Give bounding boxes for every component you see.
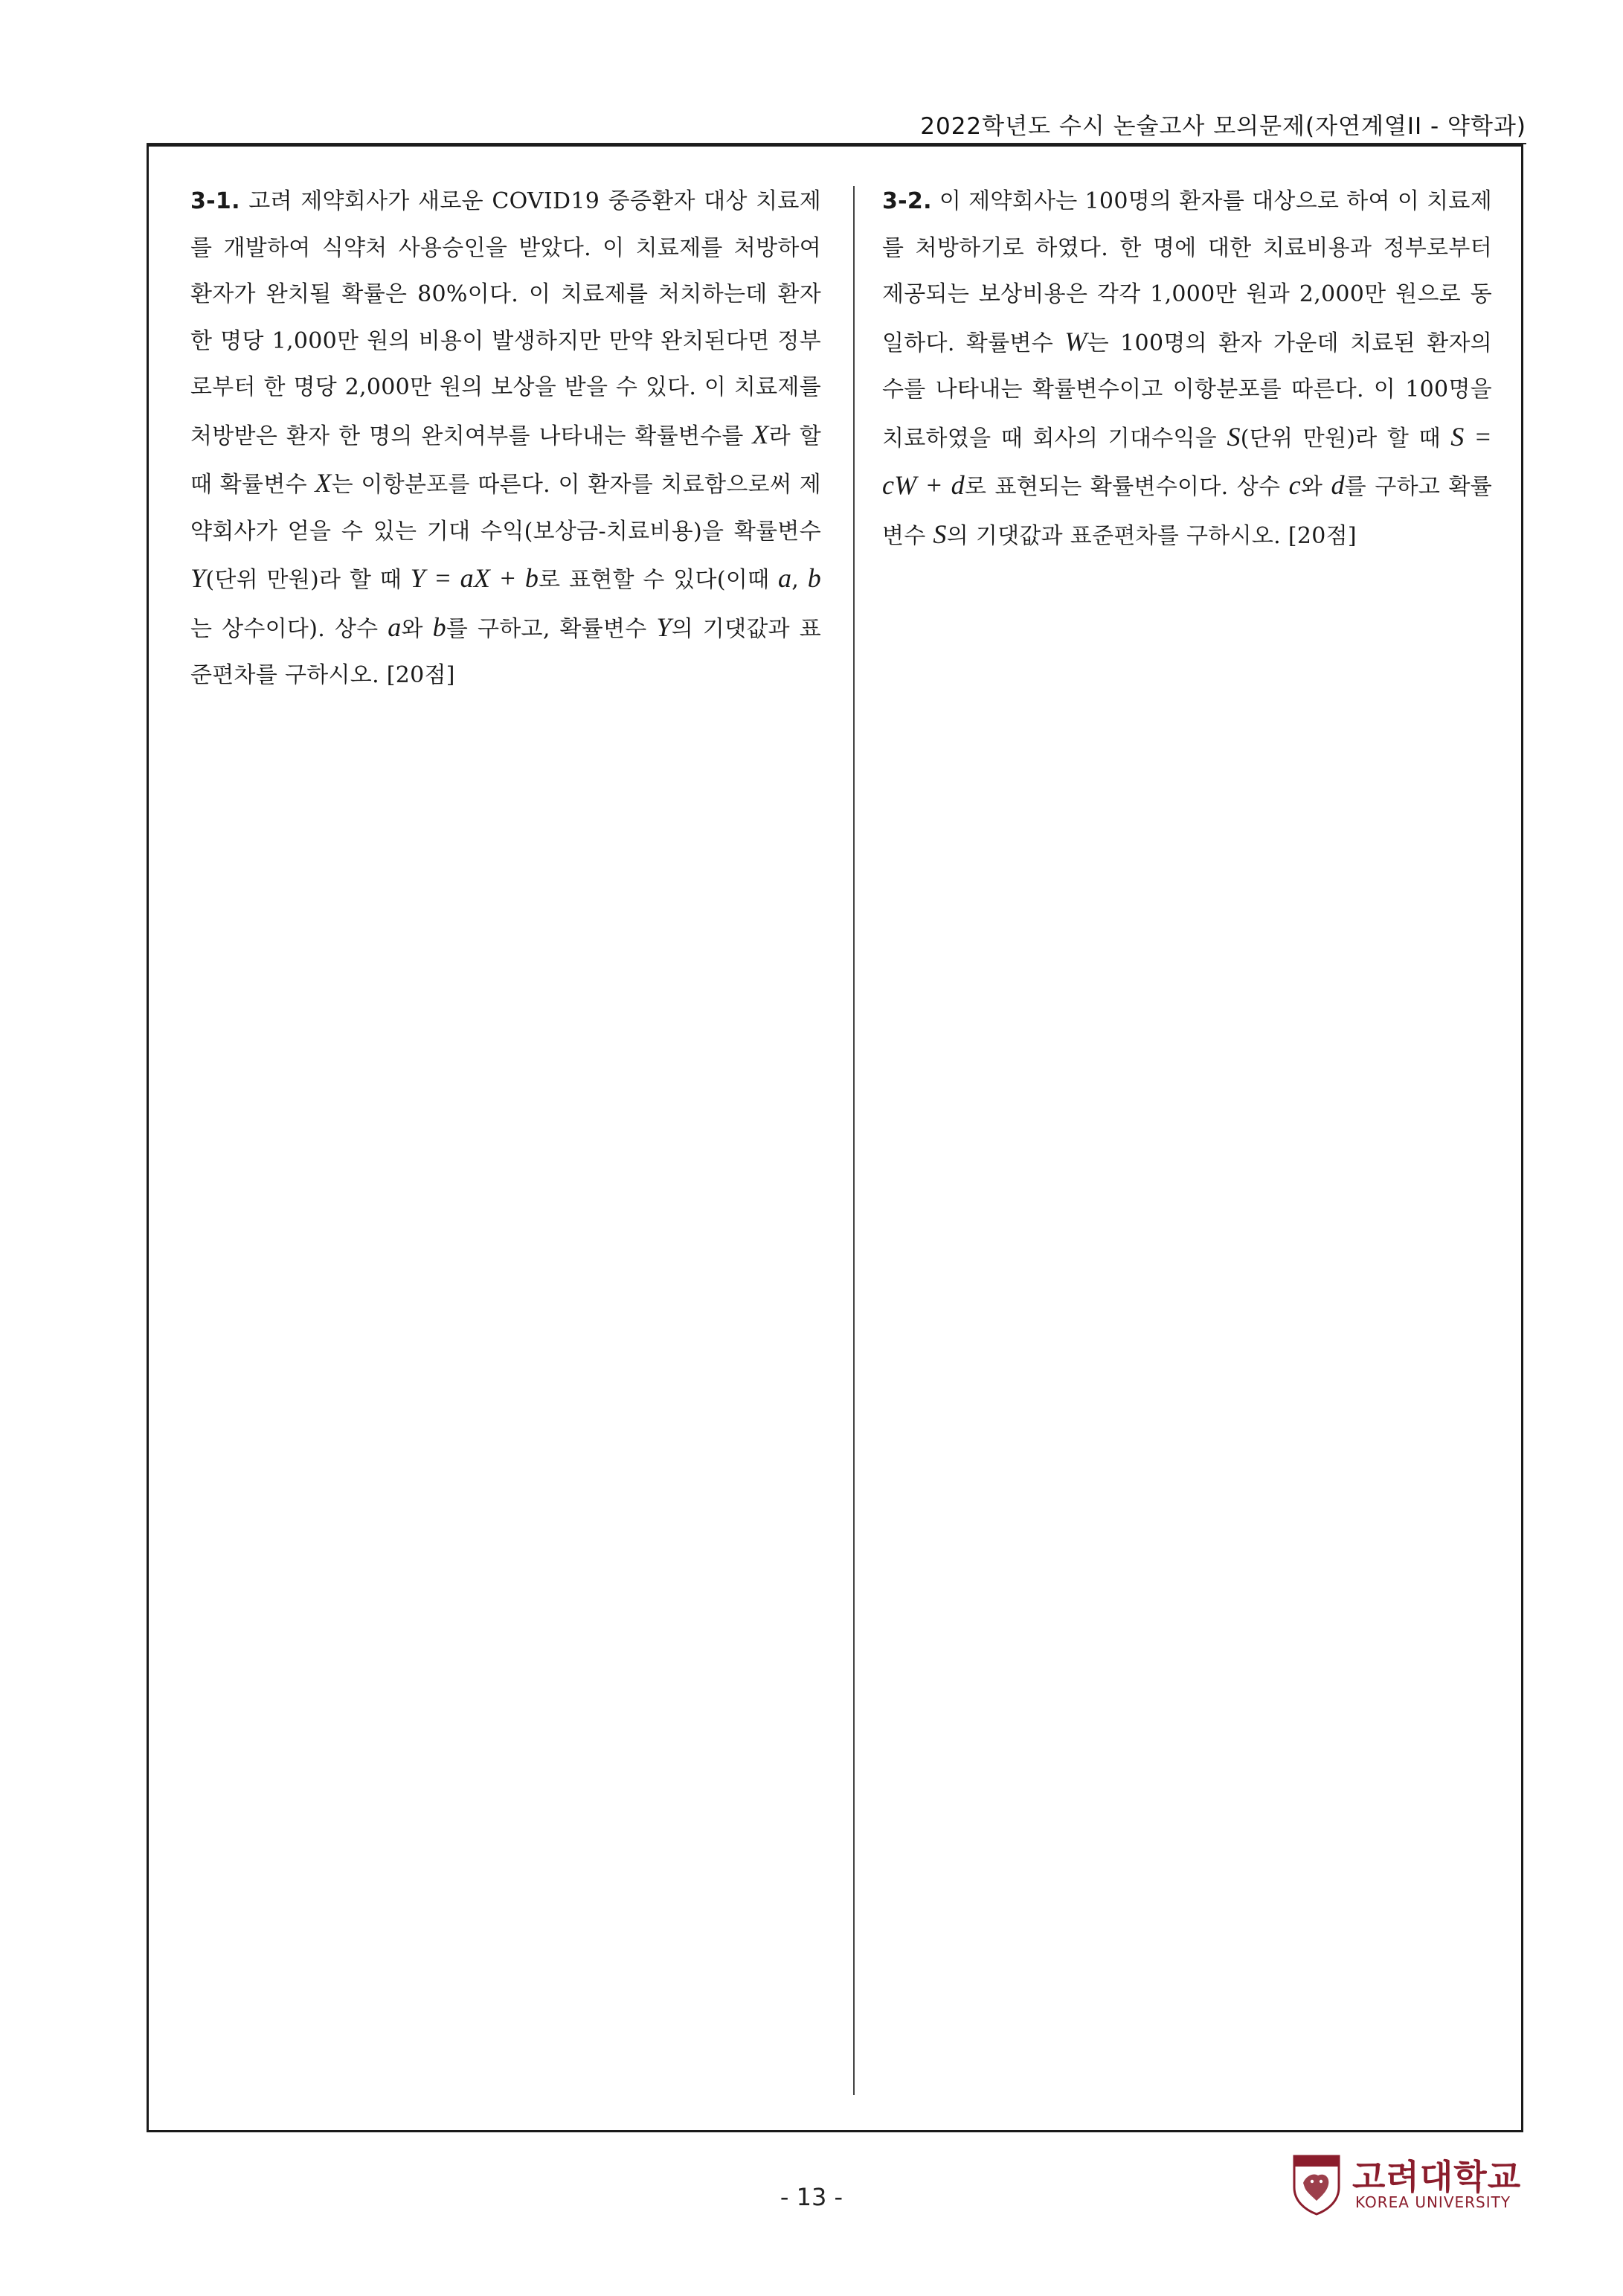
question-text: 와 [401,615,433,642]
question-3-1 [190,179,821,699]
document-header-title: 2022학년도 수시 논술고사 모의문제(자연계열II - 약학과) [920,113,1526,140]
page-number: - 13 - [780,2183,843,2211]
question-text: 는 100명의 환자 가운데 치료된 환자의 수를 나타내는 확률변수이고 이항분포를 따른다. 이 100명을 치료하였을 때 회사의 기대수익을 [882,330,1493,452]
math-variable: X [752,419,769,449]
question-number: 3-1. [190,188,240,214]
question-text: 의 기댓값과 표준편차를 구하시오. [20점] [190,615,821,688]
math-variable: S [933,519,947,549]
question-text: 를 구하고 확률변수 [882,474,1493,549]
question-text: 이 제약회사는 100명의 환자를 대상으로 하여 이 치료제를 처방하기로 하였다. 한 명에 대한 치료비용과 정부로부터 제공되는 보상비용은 각각 1,000만 원과 2,000만 원으로 동일하다. 확률변수 [882,188,1492,356]
question-text: 로 표현되는 확률변수이다. 상수 [964,474,1289,500]
university-logo [1291,2150,1529,2217]
math-variable: b [807,563,821,593]
question-text: 라 할 때 확률변수 [190,423,821,498]
math-variable: Y [190,563,206,593]
column-divider [853,186,855,2095]
question-text: 를 구하고, 확률변수 [446,615,657,642]
question-text: 고려 제약회사가 새로운 COVID19 중증환자 대상 치료제를 개발하여 식약처 사용승인을 받았다. 이 치료제를 처방하여 환자가 완치될 확률은 80%이다. 이 치료제를 처치하는데 환자 한 명당 1,000만 원의 비용이 발생하지만 만약 완치된다면 정부로부터 한 명당 2,000만 원의 보상을 받을 수 있다. 이 치료제를 처방받은 환자 한 명의 완치여부를 나타내는 확률변수를 [190,188,821,449]
math-variable: W [1064,326,1087,356]
math-variable: c [1288,470,1301,500]
math-variable: a [388,612,402,642]
question-text: 의 기댓값과 표준편차를 구하시오. [20점] [946,522,1357,549]
question-text: 와 [1300,474,1331,500]
question-text: 는 상수이다). 상수 [190,615,388,642]
question-text: (단위 만원)라 할 때 [1240,425,1451,452]
question-number: 3-2. [882,188,932,214]
question-text: 로 표현할 수 있다(이때 [539,567,778,593]
question-3-2 [882,179,1492,559]
math-variable: a [777,563,792,593]
question-text: , [791,567,808,593]
question-text: (단위 만원)라 할 때 [205,567,411,593]
logo-name-korean: 고려대학교 [1352,2157,1522,2197]
question-text: 는 이항분포를 따른다. 이 환자를 치료함으로써 제약회사가 얻을 수 있는 기대 수익(보상금-치료비용)을 확률변수 [190,472,822,545]
math-variable: S [1227,421,1241,452]
math-variable: d [1331,470,1345,500]
math-variable: b [432,612,446,642]
math-variable: Y [656,612,672,642]
math-variable: X [315,468,332,498]
logo-name-english: KOREA UNIVERSITY [1355,2193,1511,2211]
math-equation: Y = aX + b [410,563,539,593]
university-emblem-icon [1291,2153,1342,2216]
math-equation: S = cW + d [882,421,1493,500]
